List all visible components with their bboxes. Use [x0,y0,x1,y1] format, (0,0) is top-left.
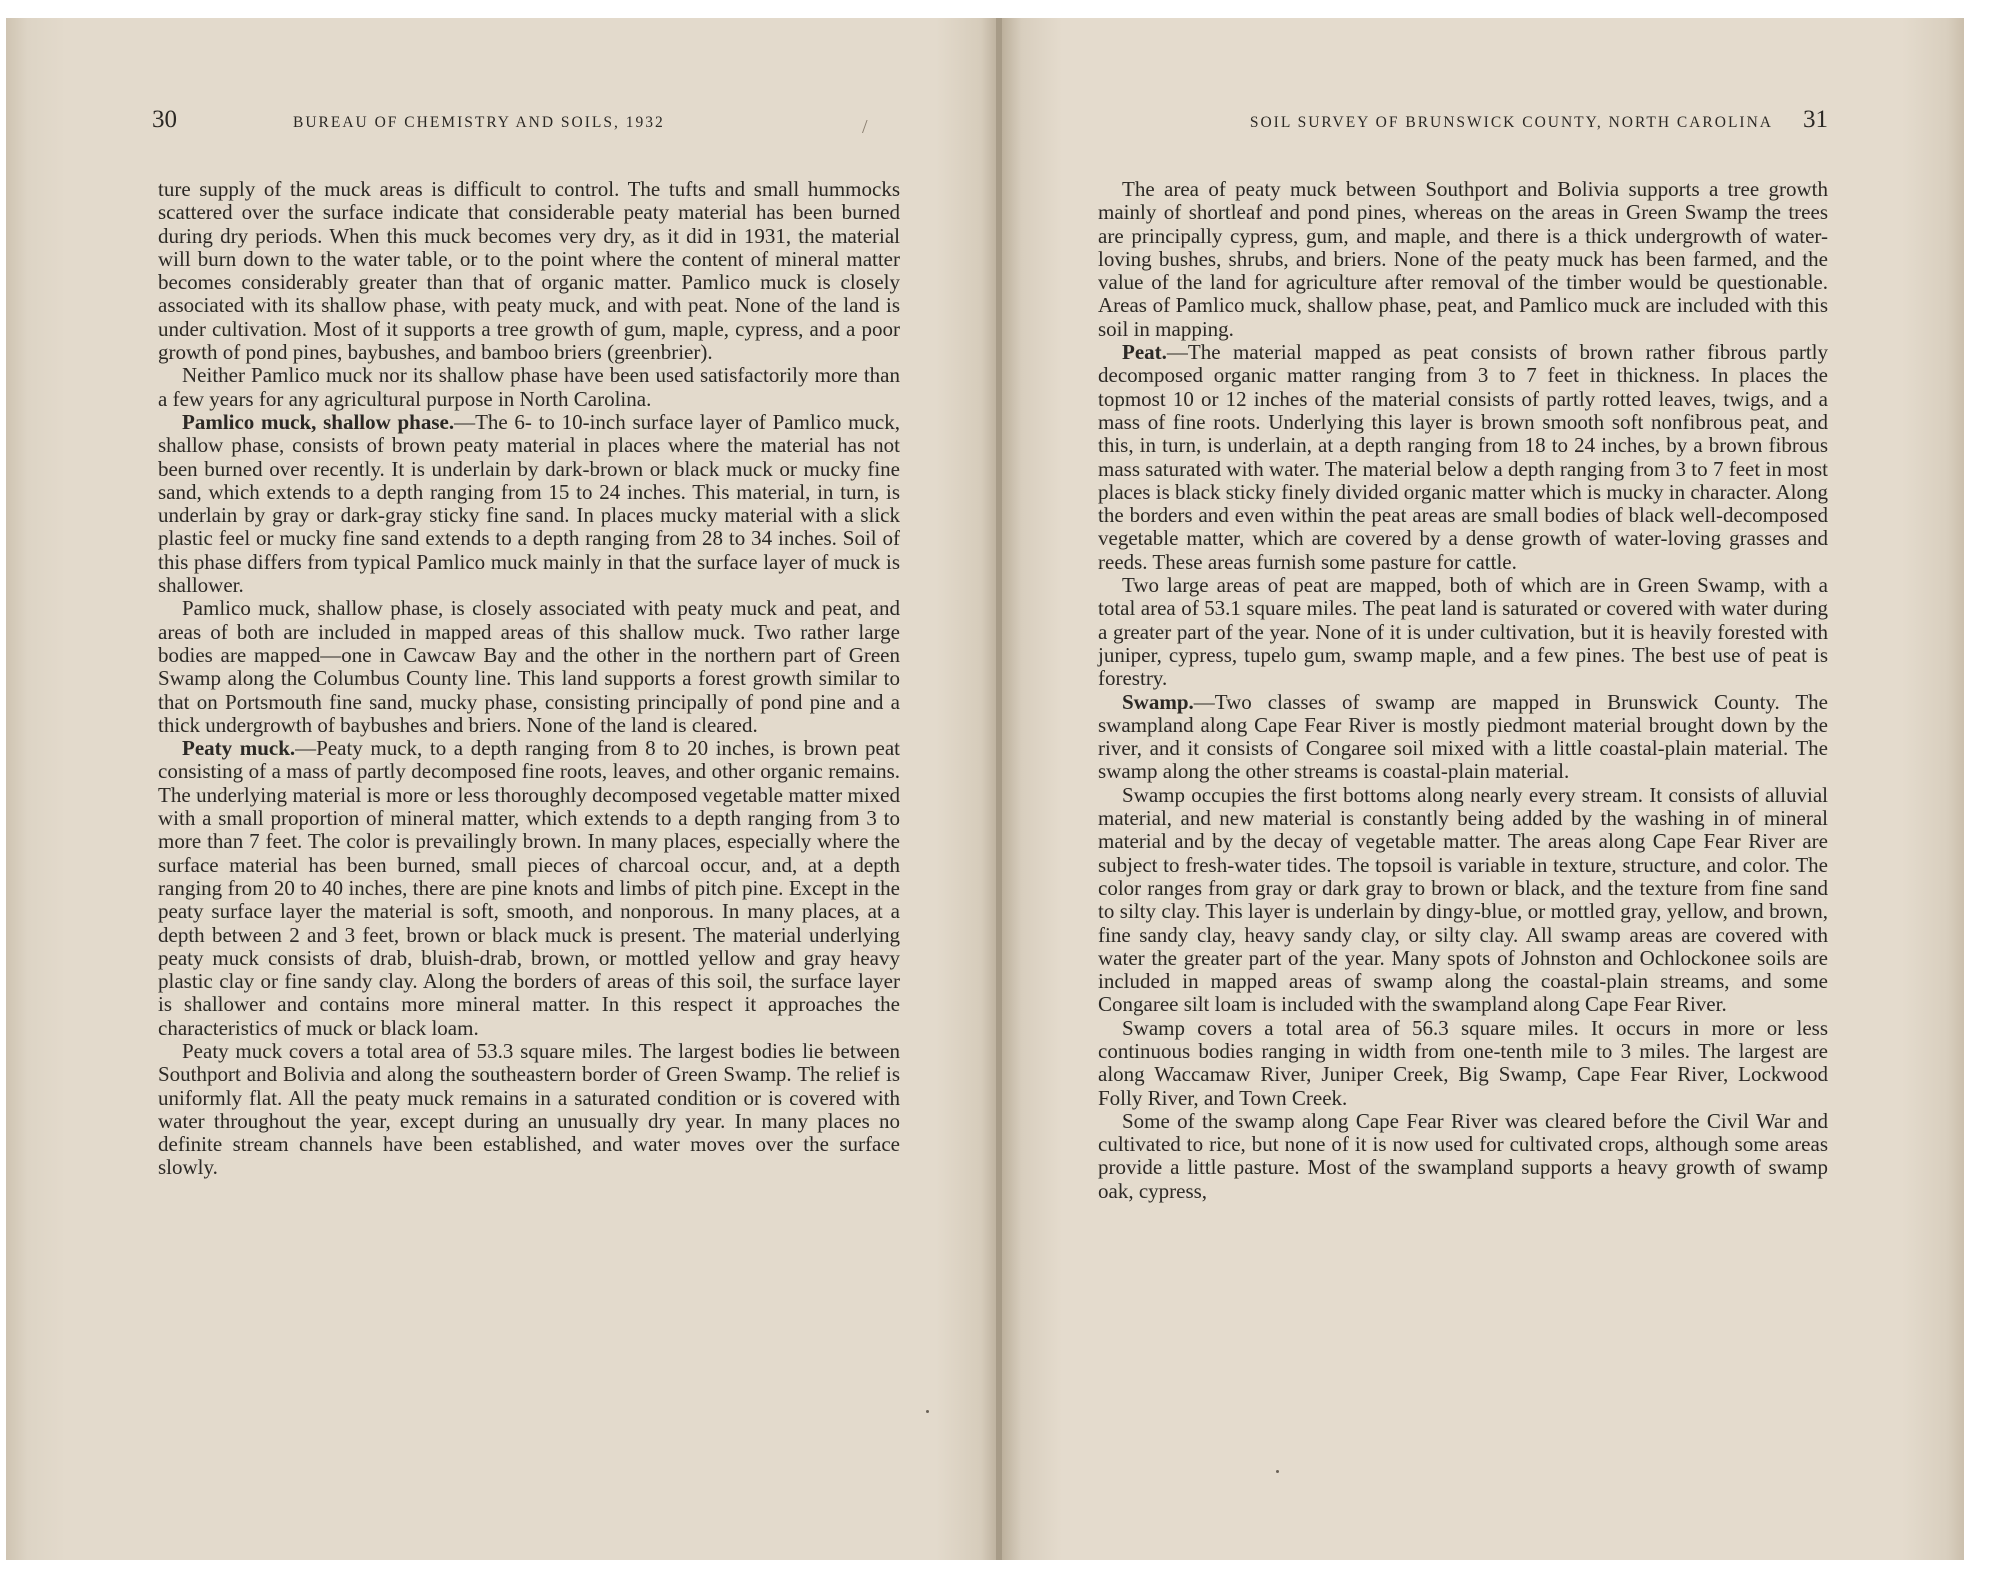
paragraph: Peaty muck.—Peaty muck, to a depth ranging from 8 to 20 inches, is brown peat consisting of a mass of partly decomposed fine roots, leaves, and other organic remains. The underlying material is more or less thoroughly decomposed vegetable matter mixed with a small proportion of mineral matter, which extends to a depth ranging from 3 to more than 7 feet. The color is prevailingly brown. In many places, especially where the surface material has been burned, small pieces of charcoal occur, and, at a depth ranging from 20 to 40 inches, there are pine knots and limbs of pitch pine. Except in the peaty surface layer the material is soft, smooth, and nonporous. In many places, at a depth between 2 and 3 feet, brown or black muck is present. The material underlying peaty muck consists of drab, bluish-drab, brown, or mottled yellow and gray heavy plastic clay or fine sandy clay. Along the borders of areas of this soil, the surface layer is shallower and contains more mineral matter. In this respect it approaches the characteristics of muck or black loam. [158,736,900,1040]
paragraph: Peat.—The material mapped as peat consists of brown rather fibrous partly decomposed organic matter ranging from 3 to 7 feet in thickness. In places the topmost 10 or 12 inches of the material consists of partly rotted leaves, twigs, and a mass of fine roots. Underlying this layer is brown smooth soft nonfibrous peat, and this, in turn, is underlain, at a depth ranging from 18 to 24 inches, by a brown fibrous mass saturated with water. The material below a depth ranging from 3 to 7 feet in most places is black sticky finely divided organic matter which is mucky in character. Along the borders and even within the peat areas are small bodies of black well-decomposed vegetable matter, which are covered by a dense growth of water-loving grasses and reeds. These areas furnish some pasture for cattle. [1098,340,1828,574]
paragraph: Peaty muck covers a total area of 53.3 square miles. The largest bodies lie between Southport and Bolivia and along the southeastern border of Green Swamp. The relief is uniformly flat. All the peaty muck remains in a saturated condition or is covered with water throughout the year, except during an unusually dry year. In many places no definite stream channels have been established, and water moves over the surface slowly. [158,1038,900,1180]
right-body-text [1098,178,1828,1203]
page-speck [1276,1470,1279,1473]
section-heading: Peat. [1122,340,1167,365]
page-number: 30 [152,106,177,133]
running-head-title: BUREAU OF CHEMISTRY AND SOILS, 1932 [293,114,665,131]
paragraph: Pamlico muck, shallow phase, is closely associated with peaty muck and peat, and areas of both are included in mapped areas of this shallow muck. Two rather large bodies are mapped—one in Cawcaw Bay and the other in the northern part of Green Swamp along the Columbus County line. This land supports a forest growth similar to that on Portsmouth fine sand, mucky phase, consisting principally of pond pine and a thick undergrowth of baybushes and briers. None of the land is cleared. [158,596,900,737]
left-page [6,18,996,1560]
paragraph: The area of peaty muck between Southport and Bolivia supports a tree growth mainly of shortleaf and pond pines, whereas on the areas in Green Swamp the trees are principally cypress, gum, and maple, and there is a thick undergrowth of water-loving bushes, shrubs, and briers. None of the peaty muck has been farmed, and the value of the land for agriculture after removal of the timber would be questionable. Areas of Pamlico muck, shallow phase, peat, and Pamlico muck are included with this soil in mapping. [1098,177,1828,341]
right-page [1002,18,1964,1560]
page-number: 31 [1803,106,1828,133]
right-running-head [1144,106,1828,146]
paragraph: Swamp occupies the first bottoms along nearly every stream. It consists of alluvial material, and new material is constantly being added by the washing in of mineral material and by the decay of vegetable matter. The areas along Cape Fear River are subject to fresh-water tides. The topsoil is variable in texture, structure, and color. The color ranges from gray or dark gray to brown or black, and the texture from fine sand to silty clay. This layer is underlain by dingy-blue, or mottled gray, yellow, and brown, fine sandy clay, heavy sandy clay, or silty clay. All swamp areas are covered with water the greater part of the year. Many spots of Johnston and Ochlockonee soils are included in mapped areas of swamp along the coastal-plain streams, and some Congaree silt loam is included with the swampland along Cape Fear River. [1098,782,1828,1017]
paragraph: Pamlico muck, shallow phase.—The 6- to 10-inch surface layer of Pamlico muck, shallow phase, consists of brown peaty material in places where the material has not been burned over recently. It is underlain by dark-brown or black muck or mucky fine sand, which extends to a depth ranging from 15 to 24 inches. This material, in turn, is underlain by gray or dark-gray sticky fine sand. In places mucky material with a slick plastic feel or mucky fine sand extends to a depth ranging from 28 to 34 inches. Soil of this phase differs from typical Pamlico muck mainly in that the surface layer of muck is shallower. [158,409,900,598]
section-heading: Peaty muck. [182,736,296,761]
pencil-mark: / [862,116,868,138]
page-speck [926,1410,929,1413]
book-spread [6,18,1964,1560]
running-head-title: SOIL SURVEY OF BRUNSWICK COUNTY, NORTH CAROLINA [1249,114,1773,131]
paragraph: ture supply of the muck areas is difficult to control. The tufts and small hummocks scattered over the surface indicate that considerable peaty material has been burned during dry periods. When this muck becomes very dry, as it did in 1931, the material will burn down to the water table, or to the point where the content of mineral matter becomes considerably greater than that of organic matter. Pamlico muck is closely associated with its shallow phase, with peaty muck, and with peat. None of the land is under cultivation. Most of it supports a tree growth of gum, maple, cypress, and a poor growth of pond pines, baybushes, and bamboo briers (greenbrier). [158,177,900,365]
left-running-head [152,106,902,146]
paragraph: Neither Pamlico muck nor its shallow phase have been used satisfactorily more than a few years for any agricultural purpose in North Carolina. [158,363,900,411]
paragraph: Swamp.—Two classes of swamp are mapped in Brunswick County. The swampland along Cape Fear River is mostly piedmont material brought down by the river, and it consists of Congaree soil mixed with a little coastal-plain material. The swamp along the other streams is coastal-plain material. [1098,689,1828,784]
paragraph: Two large areas of peat are mapped, both of which are in Green Swamp, with a total area of 53.1 square miles. The peat land is saturated or covered with water during a greater part of the year. None of it is under cultivation, but it is heavily forested with juniper, cypress, tupelo gum, swamp maple, and a few pines. The best use of peat is forestry. [1098,573,1828,691]
section-heading: Pamlico muck, shallow phase. [182,409,455,434]
paragraph: Swamp covers a total area of 56.3 square miles. It occurs in more or less continuous bodies ranging in width from one-tenth mile to 3 miles. The largest are along Waccamaw River, Juniper Creek, Big Swamp, Cape Fear River, Lockwood Folly River, and Town Creek. [1098,1015,1828,1110]
left-body-text [158,178,900,1180]
section-heading: Swamp. [1122,689,1194,714]
paragraph: Some of the swamp along Cape Fear River was cleared before the Civil War and cultivated to rice, but none of it is now used for cultivated crops, although some areas provide a little pasture. Most of the swampland supports a heavy growth of swamp oak, cypress, [1098,1108,1828,1203]
